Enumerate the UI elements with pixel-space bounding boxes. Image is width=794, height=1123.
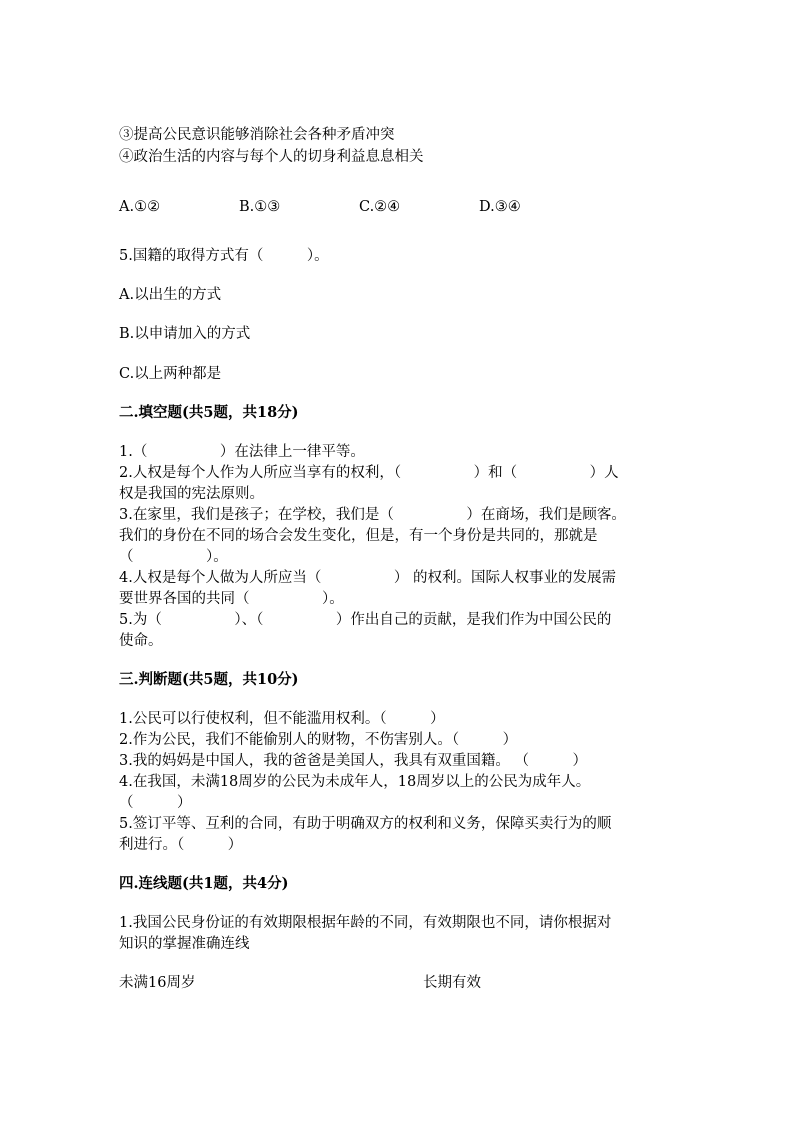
q4-option-d: D.③④	[479, 199, 521, 215]
match-left-item: 未满16周岁	[119, 975, 196, 991]
fill-line: 1.（ ）在法律上一律平等。	[119, 444, 365, 460]
judge-line: 1.公民可以行使权利，但不能滥用权利。（ ）	[119, 711, 445, 727]
q4-option-b: B.①③	[239, 199, 281, 215]
q4-option-a: A.①②	[119, 199, 161, 215]
section-4-title: 四.连线题(共1题，共4分)	[119, 875, 289, 892]
fill-line: 5.为（ ）、（ ）作出自己的贡献，是我们作为中国公民的	[119, 612, 612, 628]
q5-stem: 5.国籍的取得方式有（ ）。	[119, 248, 329, 264]
fill-line: （ ）。	[119, 549, 228, 565]
judge-line: 利进行。（ ）	[119, 837, 243, 853]
q5-option-a: A.以出生的方式	[119, 287, 222, 303]
q5-option-b: B.以申请加入的方式	[119, 326, 251, 342]
judge-line: 3.我的妈妈是中国人，我的爸爸是美国人，我具有双重国籍。 （ ）	[119, 753, 587, 769]
match-right-item: 长期有效	[423, 975, 481, 991]
q5-option-c: C.以上两种都是	[119, 366, 222, 382]
fill-line: 我们的身份在不同的场合会发生变化，但是，有一个身份是共同的，那就是	[119, 528, 598, 544]
fill-line: 2.人权是每个人作为人所应当享有的权利，（ ）和（ ）人	[119, 465, 619, 481]
fill-line: 要世界各国的共同（ ）。	[119, 591, 344, 607]
judge-line: 4.在我国，未满18周岁的公民为未成年人，18周岁以上的公民为成年人。	[119, 774, 591, 790]
q4-option-c: C.②④	[359, 199, 401, 215]
section-3-title: 三.判断题(共5题，共10分)	[119, 671, 299, 688]
fill-line: 使命。	[119, 633, 163, 649]
fill-line: 4.人权是每个人做为人所应当（ ） 的权利。国际人权事业的发展需	[119, 570, 616, 586]
judge-line: （ ）	[119, 795, 192, 811]
fill-line: 3.在家里，我们是孩子；在学校，我们是（ ）在商场，我们是顾客。	[119, 507, 626, 523]
q4-statement-3: ③提高公民意识能够消除社会各种矛盾冲突	[119, 127, 395, 143]
judge-line: 2.作为公民，我们不能偷别人的财物，不伤害别人。（ ）	[119, 732, 518, 748]
judge-line: 5.签订平等、互利的合同，有助于明确双方的权利和义务，保障买卖行为的顺	[119, 816, 612, 832]
match-question-line: 知识的掌握准确连线	[119, 936, 250, 952]
match-question-line: 1.我国公民身份证的有效期限根据年龄的不同，有效期限也不同，请你根据对	[119, 915, 612, 931]
q4-statement-4: ④政治生活的内容与每个人的切身利益息息相关	[119, 149, 424, 165]
section-2-title: 二.填空题(共5题，共18分)	[119, 404, 299, 421]
fill-line: 权是我国的宪法原则。	[119, 486, 264, 502]
